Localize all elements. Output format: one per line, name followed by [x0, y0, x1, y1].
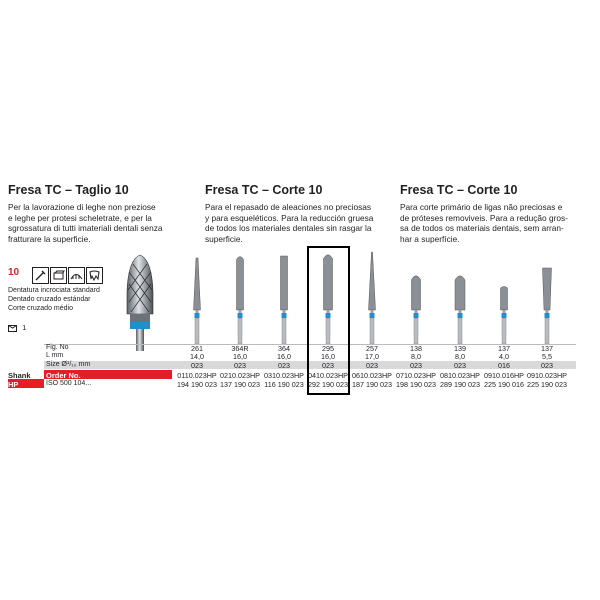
- cell-length: 16,0: [321, 352, 335, 361]
- handpiece-icon: [32, 267, 49, 284]
- blue-ring: [238, 313, 243, 318]
- cell-order: 0910.023HP: [527, 371, 567, 380]
- bur-fig-364R: [237, 257, 244, 344]
- section-title-italian: Fresa TC – Taglio 10: [8, 183, 129, 197]
- bur-head: [543, 268, 552, 310]
- cell-fig: 364: [278, 344, 290, 353]
- cell-fig: 364R: [231, 344, 249, 353]
- cell-fig: 139: [454, 344, 466, 353]
- bur-head: [281, 256, 288, 310]
- cell-size: 023: [278, 361, 290, 370]
- section-title-spanish: Fresa TC – Corte 10: [205, 183, 323, 197]
- cell-length: 8,0: [411, 352, 421, 361]
- cell-length: 5,5: [542, 352, 552, 361]
- bur-neck: [415, 310, 418, 313]
- iso-label: ISO 500 104...: [46, 380, 92, 387]
- bur-neck: [196, 310, 199, 313]
- bur-fig-137: [501, 287, 508, 345]
- cell-size: 023: [322, 361, 334, 370]
- bur-shank: [238, 318, 242, 344]
- section-title-portuguese: Fresa TC – Corte 10: [400, 183, 518, 197]
- bur-head: [237, 257, 244, 310]
- blue-ring: [282, 313, 287, 318]
- cell-order: 0610.023HP: [352, 371, 392, 380]
- cell-size: 023: [454, 361, 466, 370]
- bur-head: [412, 276, 421, 310]
- selected-product-highlight: [307, 246, 350, 395]
- cell-order: 0110.023HP: [177, 371, 217, 380]
- bur-fig-257: [369, 252, 376, 344]
- cell-fig: 261: [191, 344, 203, 353]
- cell-fig: 257: [366, 344, 378, 353]
- bur-shank: [195, 318, 199, 344]
- bur-head: [194, 258, 201, 310]
- cell-length: 4,0: [499, 352, 509, 361]
- cell-size: 023: [410, 361, 422, 370]
- fig-label: Fig. No: [46, 344, 69, 351]
- cut-number: 10: [8, 267, 20, 278]
- cell-order: 0910.016HP: [484, 371, 524, 380]
- bur-fig-137: [543, 268, 552, 344]
- bur-neck: [239, 310, 242, 313]
- hp-label: HP: [8, 380, 19, 389]
- blue-ring: [502, 313, 507, 318]
- cell-fig: 295: [322, 344, 334, 353]
- cell-iso: 289 190 023: [440, 380, 480, 389]
- length-label: L mm: [46, 352, 64, 359]
- cell-iso: 194 190 023: [177, 380, 217, 389]
- bur-shank: [282, 318, 286, 344]
- bur-neck: [546, 310, 549, 313]
- cell-order: 0310.023HP: [264, 371, 304, 380]
- bur-neck: [503, 310, 506, 313]
- cell-length: 8,0: [455, 352, 465, 361]
- bur-neck: [371, 310, 374, 313]
- bur-large-image: [117, 252, 163, 352]
- cut-note-italian: Dentatura incrociata standard: [8, 287, 100, 294]
- bur-fig-138: [412, 276, 421, 344]
- cell-order: 0810.023HP: [440, 371, 480, 380]
- cell-iso: 198 190 023: [396, 380, 436, 389]
- bur-shank: [458, 318, 462, 344]
- blue-ring: [370, 313, 375, 318]
- cell-fig: 137: [541, 344, 553, 353]
- cell-fig: 138: [410, 344, 422, 353]
- bur-shank: [414, 318, 418, 344]
- bur-fig-139: [455, 276, 465, 344]
- section-description-italian: Per la lavorazione di leghe non preziose e leghe per protesi scheletrate, e per la sgrossatura di tutti imateriali dentali senza fratturare la superficie.: [8, 202, 163, 244]
- cell-iso: 137 190 023: [220, 380, 260, 389]
- bur-head: [455, 276, 465, 310]
- alloy-icon: [50, 267, 67, 284]
- bur-fig-364: [281, 256, 288, 344]
- blue-ring: [458, 313, 463, 318]
- bur-head: [369, 252, 376, 310]
- cell-size: 023: [191, 361, 203, 370]
- cell-iso: 116 190 023: [264, 380, 304, 389]
- shank-label: Shank: [8, 371, 31, 380]
- blue-ring: [195, 313, 200, 318]
- cell-order: 0710.023HP: [396, 371, 436, 380]
- cell-size: 016: [498, 361, 510, 370]
- bur-fig-261: [194, 258, 201, 344]
- order-label: Order No.: [46, 371, 81, 380]
- section-description-portuguese: Para corte primário de ligas não preciosas e de próteses removiveis. Para a redução gros- sa de todos os materiais dentais, sem arran- har a superfície.: [400, 202, 568, 244]
- prosthesis-icon: [68, 267, 85, 284]
- blue-ring: [545, 313, 550, 318]
- cell-iso: 292 190 023: [308, 380, 348, 389]
- cut-note-spanish: Dentado cruzado estándar: [8, 296, 91, 303]
- cell-size: 023: [541, 361, 553, 370]
- cell-order: 0210.023HP: [220, 371, 260, 380]
- cell-order: 0410.023HP: [308, 371, 348, 380]
- cell-iso: 187 190 023: [352, 380, 392, 389]
- cell-length: 17,0: [365, 352, 379, 361]
- blue-ring: [414, 313, 419, 318]
- cell-length: 16,0: [233, 352, 247, 361]
- cell-length: 16,0: [277, 352, 291, 361]
- size-label: Size Ø¹/₁₀ mm: [46, 361, 91, 368]
- section-description-spanish: Para el repasado de aleaciones no preciosas y para esqueléticos. Para la reducción gruesa de todos los materiales dentales sin rasgar la superficie.: [205, 202, 374, 244]
- bur-drawings: [175, 250, 575, 346]
- bur-shank: [370, 318, 374, 344]
- package-icon: [8, 324, 17, 332]
- bur-shank: [502, 318, 506, 344]
- cell-size: 023: [234, 361, 246, 370]
- cell-length: 14,0: [190, 352, 204, 361]
- cell-iso: 225 190 023: [527, 380, 567, 389]
- cell-iso: 225 190 016: [484, 380, 524, 389]
- bur-neck: [459, 310, 462, 313]
- bur-neck: [283, 310, 286, 313]
- cut-note-portuguese: Corte cruzado médio: [8, 305, 73, 312]
- cell-size: 023: [366, 361, 378, 370]
- pack-quantity: 1: [8, 323, 26, 332]
- bur-head: [501, 287, 508, 311]
- cell-fig: 137: [498, 344, 510, 353]
- crown-icon: [86, 267, 103, 284]
- bur-shank: [545, 318, 549, 344]
